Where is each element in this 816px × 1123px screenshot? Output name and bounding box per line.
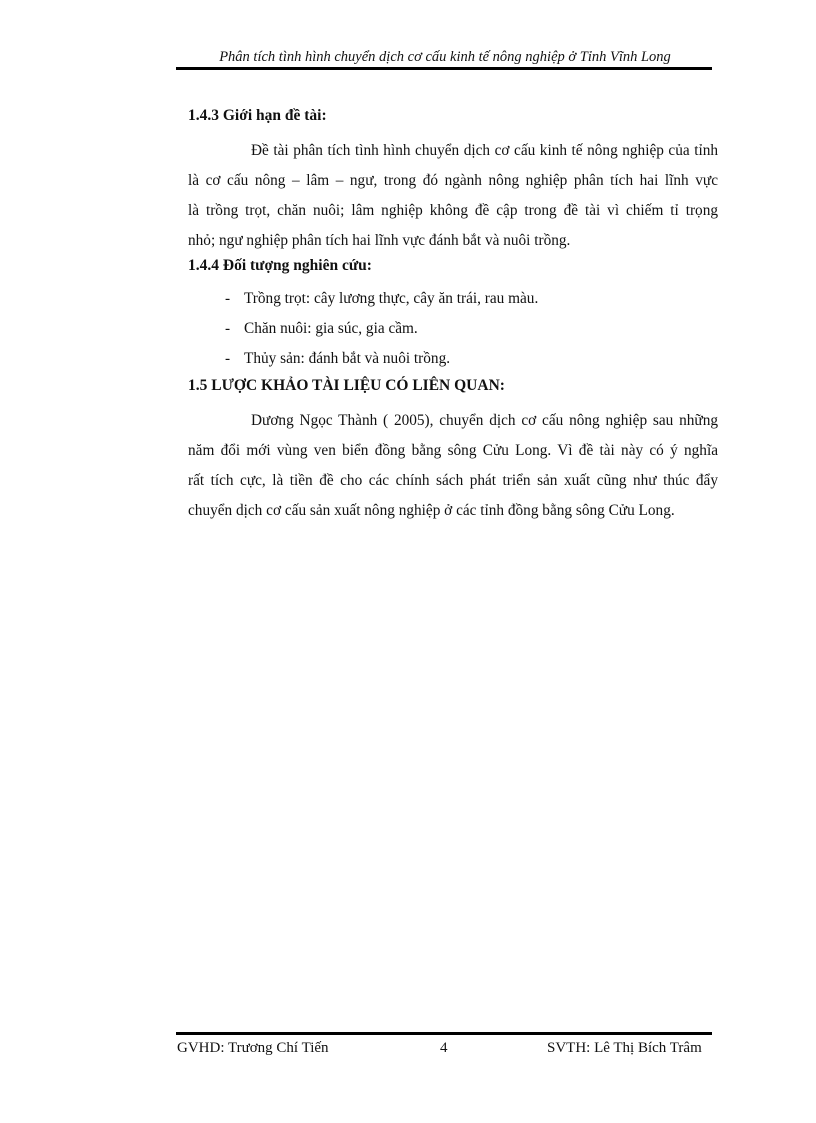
paragraph-line: Dương Ngọc Thành ( 2005), chuyển dịch cơ cấu nông nghiệp sau những: [251, 412, 718, 429]
bullet-dash: -: [225, 290, 231, 307]
footer-rule: [176, 1032, 712, 1035]
paragraph-line: năm đổi mới vùng ven biển đồng bằng sông Cửu Long. Vì đề tài này có ý nghĩa: [188, 442, 718, 459]
list-item-text: Chăn nuôi: gia súc, gia cầm.: [244, 320, 418, 337]
section-heading-1-5: 1.5 LƯỢC KHẢO TÀI LIỆU CÓ LIÊN QUAN:: [188, 377, 505, 394]
list-item-text: Thủy sản: đánh bắt và nuôi trồng.: [244, 350, 451, 367]
section-paragraph-1-4-3: [188, 136, 718, 256]
bullet-dash: -: [225, 350, 231, 367]
section-heading-1-4-3: 1.4.3 Giới hạn đề tài:: [188, 107, 327, 124]
section-heading-1-4-4: 1.4.4 Đối tượng nghiên cứu:: [188, 257, 372, 274]
running-title: Phân tích tình hình chuyển dịch cơ cấu kinh tế nông nghiệp ở Tỉnh Vĩnh Long: [219, 49, 671, 65]
paragraph-line: là cơ cấu nông – lâm – ngư, trong đó ngành nông nghiệp phân tích hai lĩnh vực: [188, 172, 718, 189]
section-paragraph-1-5: [188, 406, 718, 526]
bullet-dash: -: [225, 320, 231, 337]
list-item-text: Trồng trọt: cây lương thực, cây ăn trái, rau màu.: [244, 290, 539, 307]
research-subjects-list: [188, 286, 718, 376]
paragraph-line: rất tích cực, là tiền đề cho các chính sách phát triển sản xuất cũng như thúc đẩy: [188, 472, 718, 489]
paragraph-line: Đề tài phân tích tình hình chuyển dịch cơ cấu kinh tế nông nghiệp của tỉnh: [251, 142, 718, 159]
page-number: 4: [440, 1040, 448, 1056]
advisor-name: GVHD: Trương Chí Tiến: [177, 1040, 329, 1056]
paragraph-line: chuyển dịch cơ cấu sản xuất nông nghiệp ở các tỉnh đồng bằng sông Cửu Long.: [188, 502, 675, 519]
header-rule: [176, 67, 712, 70]
page-body: [188, 106, 718, 526]
paragraph-line: nhỏ; ngư nghiệp phân tích hai lĩnh vực đánh bắt và nuôi trồng.: [188, 232, 571, 249]
list-item: [188, 316, 718, 346]
paragraph-line: là trồng trọt, chăn nuôi; lâm nghiệp không đề cập trong đề tài vì chiếm tỉ trọng: [188, 202, 718, 219]
list-item: [188, 286, 718, 316]
list-item: [188, 346, 718, 376]
student-name: SVTH: Lê Thị Bích Trâm: [547, 1040, 702, 1056]
